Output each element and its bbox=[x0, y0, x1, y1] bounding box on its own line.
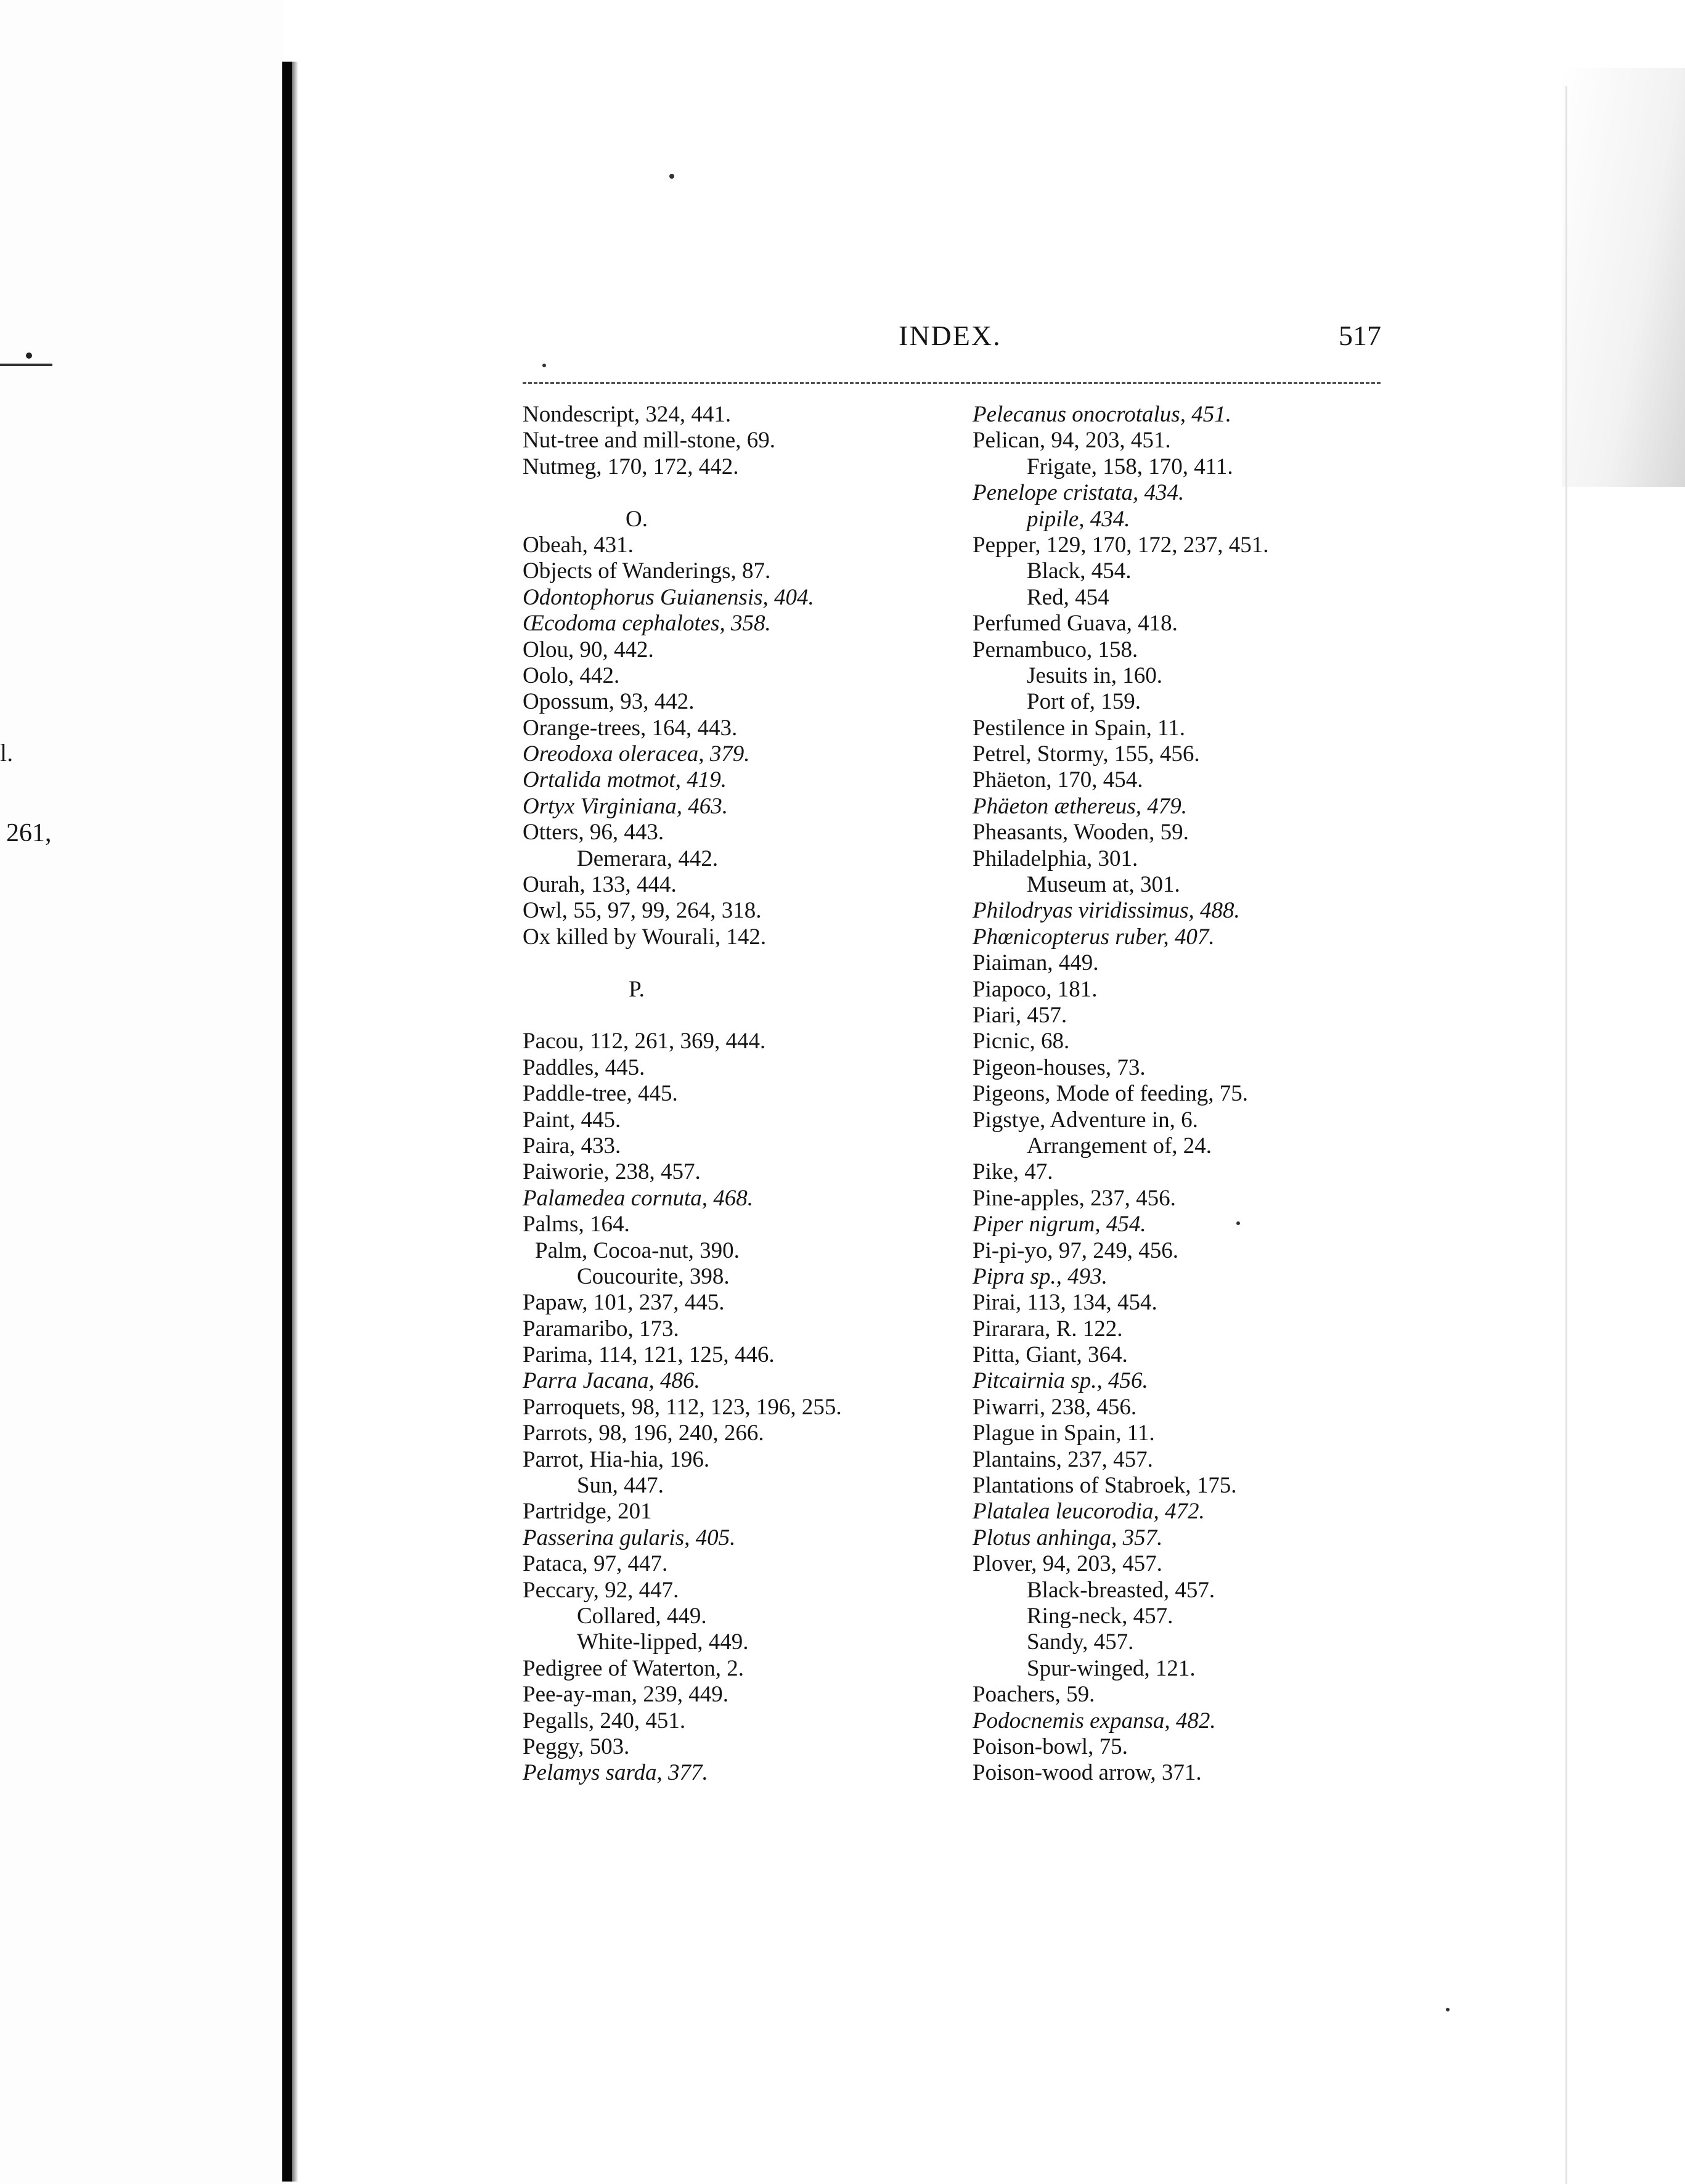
index-entry: Nutmeg, 170, 172, 442. bbox=[523, 454, 739, 479]
facing-page-stray-number: 261, bbox=[6, 819, 52, 847]
index-spacer bbox=[523, 1003, 991, 1029]
index-entry: Ortalida motmot, 419. bbox=[523, 767, 727, 793]
index-entry: Penelope cristata, 434. bbox=[973, 480, 1185, 506]
book-spine-gutter bbox=[282, 62, 292, 2182]
running-head: INDEX. bbox=[899, 320, 1002, 351]
index-column-left bbox=[523, 402, 991, 1787]
index-entry: Pepper, 129, 170, 172, 237, 451. bbox=[973, 532, 1269, 558]
index-entry: Pelecanus onocrotalus, 451. bbox=[973, 402, 1231, 427]
index-entry: Paramaribo, 173. bbox=[523, 1316, 679, 1342]
index-entry: Pi-pi-yo, 97, 249, 456. bbox=[973, 1237, 1179, 1263]
index-spacer bbox=[523, 950, 991, 976]
index-entry: Picnic, 68. bbox=[973, 1029, 1070, 1054]
index-subentry: Coucourite, 398. bbox=[577, 1263, 730, 1289]
index-subentry: Museum at, 301. bbox=[1027, 872, 1180, 898]
index-subentry: Sandy, 457. bbox=[1027, 1629, 1134, 1655]
index-entry: Poachers, 59. bbox=[973, 1682, 1095, 1708]
index-entry: Paira, 433. bbox=[523, 1133, 621, 1159]
index-entry: Owl, 55, 97, 99, 264, 318. bbox=[523, 898, 762, 924]
index-letter-heading: P. bbox=[629, 976, 645, 1002]
index-entry: Oreodoxa oleracea, 379. bbox=[523, 741, 750, 767]
index-spacer bbox=[523, 480, 991, 506]
index-entry: Parrots, 98, 196, 240, 266. bbox=[523, 1420, 764, 1446]
index-entry: Peggy, 503. bbox=[523, 1734, 630, 1759]
index-entry: Phäeton, 170, 454. bbox=[973, 767, 1143, 793]
index-entry: Palamedea cornuta, 468. bbox=[523, 1185, 754, 1211]
index-subentry: Arrangement of, 24. bbox=[1027, 1133, 1212, 1159]
index-entry: Oolo, 442. bbox=[523, 662, 620, 688]
index-entry: Paiworie, 238, 457. bbox=[523, 1159, 701, 1185]
index-entry: Plantations of Stabroek, 175. bbox=[973, 1473, 1237, 1499]
index-entry: Pirarara, R. 122. bbox=[973, 1316, 1123, 1342]
index-entry: Piari, 457. bbox=[973, 1002, 1067, 1028]
index-entry: Poison-bowl, 75. bbox=[973, 1734, 1128, 1759]
index-entry: Pataca, 97, 447. bbox=[523, 1551, 668, 1577]
index-entry: Piapoco, 181. bbox=[973, 976, 1098, 1002]
index-entry: Paddle-tree, 445. bbox=[523, 1081, 678, 1107]
index-entry: Phäeton æthereus, 479. bbox=[973, 793, 1188, 819]
index-entry: Pigeon-houses, 73. bbox=[973, 1054, 1146, 1080]
index-subentry: Ring-neck, 457. bbox=[1027, 1603, 1173, 1629]
header-rule bbox=[523, 382, 1381, 384]
index-entry: Pelamys sarda, 377. bbox=[523, 1760, 708, 1786]
index-column-right bbox=[973, 402, 1441, 1787]
index-entry: Pelican, 94, 203, 451. bbox=[973, 428, 1171, 454]
index-entry: Parrot, Hia-hia, 196. bbox=[523, 1446, 710, 1472]
index-subentry: Palm, Cocoa-nut, 390. bbox=[535, 1237, 740, 1263]
index-subentry: Red, 454 bbox=[1027, 584, 1109, 610]
index-subentry: Frigate, 158, 170, 411. bbox=[1027, 454, 1233, 479]
index-entry: Poison-wood arrow, 371. bbox=[973, 1760, 1202, 1786]
index-entry: Obeah, 431. bbox=[523, 532, 634, 558]
index-entry: Parra Jacana, 486. bbox=[523, 1368, 700, 1394]
index-entry: Papaw, 101, 237, 445. bbox=[523, 1290, 725, 1316]
index-entry: Platalea leucorodia, 472. bbox=[973, 1499, 1205, 1525]
index-entry: Pitta, Giant, 364. bbox=[973, 1342, 1128, 1368]
index-entry: Pirai, 113, 134, 454. bbox=[973, 1290, 1157, 1316]
index-subentry: Black, 454. bbox=[1027, 558, 1132, 584]
index-entry: Opossum, 93, 442. bbox=[523, 689, 695, 715]
ink-speck bbox=[26, 352, 32, 359]
index-entry: Piper nigrum, 454. bbox=[973, 1212, 1146, 1237]
index-entry: Pike, 47. bbox=[973, 1159, 1053, 1185]
index-entry: Pipra sp., 493. bbox=[973, 1263, 1108, 1289]
index-entry: Philodryas viridissimus, 488. bbox=[973, 898, 1240, 924]
index-entry: Peccary, 92, 447. bbox=[523, 1577, 679, 1603]
index-entry: Parima, 114, 121, 125, 446. bbox=[523, 1342, 775, 1368]
index-letter-heading: O. bbox=[626, 506, 648, 532]
index-entry: Philadelphia, 301. bbox=[973, 845, 1138, 871]
index-entry: Pigeons, Mode of feeding, 75. bbox=[973, 1081, 1249, 1107]
index-entry: Palms, 164. bbox=[523, 1212, 630, 1237]
index-subentry: White-lipped, 449. bbox=[577, 1629, 749, 1655]
index-entry: Odontophorus Guianensis, 404. bbox=[523, 584, 814, 610]
facing-page-fragment bbox=[0, 0, 284, 2184]
index-entry: Nut-tree and mill-stone, 69. bbox=[523, 428, 775, 454]
facing-page-rule bbox=[0, 364, 52, 366]
index-entry: Plague in Spain, 11. bbox=[973, 1420, 1155, 1446]
ink-speck bbox=[669, 174, 674, 179]
index-subentry: Port of, 159. bbox=[1027, 689, 1141, 715]
gutter-shadow bbox=[292, 62, 298, 2182]
page-curl-edge bbox=[1562, 68, 1685, 487]
index-subentry: Sun, 447. bbox=[577, 1473, 664, 1499]
index-entry: Ortyx Virginiana, 463. bbox=[523, 793, 728, 819]
index-entry: Podocnemis expansa, 482. bbox=[973, 1708, 1216, 1734]
page-number: 517 bbox=[1339, 320, 1381, 351]
index-entry: Pee-ay-man, 239, 449. bbox=[523, 1682, 728, 1708]
index-entry: Olou, 90, 442. bbox=[523, 637, 654, 662]
index-entry: Pedigree of Waterton, 2. bbox=[523, 1655, 745, 1681]
index-entry: Ox killed by Wourali, 142. bbox=[523, 924, 767, 950]
index-entry: Pernambuco, 158. bbox=[973, 637, 1138, 662]
index-entry: Otters, 96, 443. bbox=[523, 820, 664, 845]
index-entry: Nondescript, 324, 441. bbox=[523, 402, 732, 427]
index-entry: Pegalls, 240, 451. bbox=[523, 1708, 686, 1734]
index-subentry: pipile, 434. bbox=[1027, 506, 1130, 532]
page-edge-line bbox=[1565, 86, 1567, 2184]
index-entry: Pitcairnia sp., 456. bbox=[973, 1368, 1148, 1394]
index-entry: Partridge, 201 bbox=[523, 1499, 652, 1525]
index-entry: Pine-apples, 237, 456. bbox=[973, 1185, 1176, 1211]
index-entry: Ourah, 133, 444. bbox=[523, 872, 677, 898]
ink-speck bbox=[542, 364, 546, 367]
index-subentry: Black-breasted, 457. bbox=[1027, 1577, 1215, 1603]
index-entry: Œcodoma cephalotes, 358. bbox=[523, 611, 771, 637]
index-entry: Petrel, Stormy, 155, 456. bbox=[973, 741, 1200, 767]
index-entry: Paddles, 445. bbox=[523, 1054, 645, 1080]
index-entry: Pigstye, Adventure in, 6. bbox=[973, 1107, 1198, 1133]
index-subentry: Spur-winged, 121. bbox=[1027, 1655, 1196, 1681]
index-entry: Pheasants, Wooden, 59. bbox=[973, 820, 1189, 845]
index-entry: Piaiman, 449. bbox=[973, 950, 1099, 976]
index-entry: Objects of Wanderings, 87. bbox=[523, 558, 771, 584]
index-entry: Plantains, 237, 457. bbox=[973, 1446, 1153, 1472]
facing-page-stray-letter: l. bbox=[0, 739, 14, 767]
index-subentry: Collared, 449. bbox=[577, 1603, 707, 1629]
index-entry: Plotus anhinga, 357. bbox=[973, 1525, 1163, 1550]
index-subentry: Jesuits in, 160. bbox=[1027, 662, 1162, 688]
index-entry: Passerina gularis, 405. bbox=[523, 1525, 736, 1550]
index-entry: Plover, 94, 203, 457. bbox=[973, 1551, 1162, 1577]
index-entry: Paint, 445. bbox=[523, 1107, 621, 1133]
index-entry: Pacou, 112, 261, 369, 444. bbox=[523, 1029, 766, 1054]
index-entry: Pestilence in Spain, 11. bbox=[973, 715, 1185, 741]
index-entry: Piwarri, 238, 456. bbox=[973, 1394, 1137, 1420]
ink-speck bbox=[1446, 2008, 1450, 2011]
index-subentry: Demerara, 442. bbox=[577, 845, 719, 871]
index-entry: Phœnicopterus ruber, 407. bbox=[973, 924, 1215, 950]
index-entry: Orange-trees, 164, 443. bbox=[523, 715, 738, 741]
index-entry: Parroquets, 98, 112, 123, 196, 255. bbox=[523, 1394, 842, 1420]
index-entry: Perfumed Guava, 418. bbox=[973, 611, 1178, 637]
